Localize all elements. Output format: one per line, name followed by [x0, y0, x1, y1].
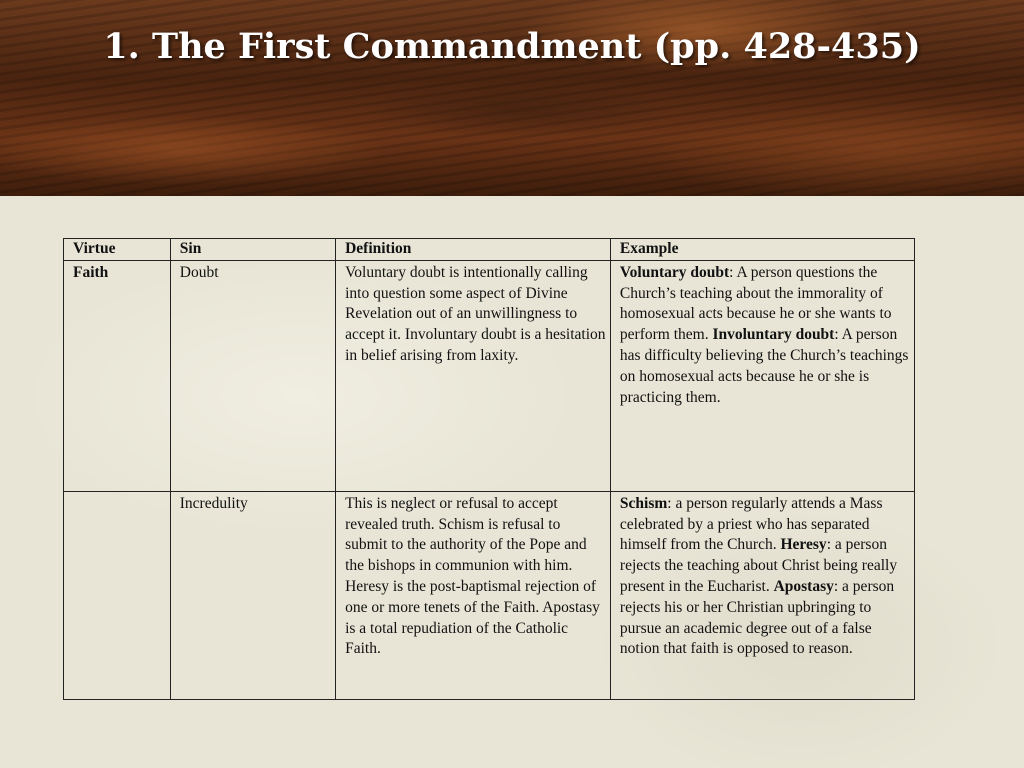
sin-label: Incredulity — [179, 494, 248, 512]
sin-cell — [170, 260, 335, 491]
header-example: Example — [610, 239, 914, 261]
header-sin: Sin — [170, 239, 335, 261]
sin-cell — [170, 491, 335, 699]
example-term: Schism — [619, 494, 668, 512]
header-virtue: Virtue — [64, 239, 171, 261]
definition-cell — [336, 491, 611, 699]
example-text: : a person rejects his or her Christian upbringing to pursue an academic degree out of a false notion that faith is opposed to reason. — [619, 577, 895, 658]
table-header-row — [64, 239, 915, 261]
header-definition: Definition — [336, 239, 611, 261]
virtue-cell — [64, 491, 171, 699]
table-row — [64, 260, 915, 491]
example-term: Apostasy — [773, 577, 834, 595]
definition-cell — [336, 260, 611, 491]
slide-title: 1. The First Commandment (pp. 428-435) — [103, 26, 921, 67]
example-term: Heresy — [780, 536, 827, 554]
header-banner — [0, 0, 1024, 196]
example-text: : A person questions the Church’s teaching about the immorality of homosexual acts because he or she wants to perform them. — [619, 263, 892, 344]
example-term: Voluntary doubt — [619, 263, 730, 281]
example-cell — [610, 491, 914, 699]
virtue-cell — [64, 260, 171, 491]
example-text: : a person regularly attends a Mass celebrated by a priest who has separated himself from the Church. — [619, 494, 883, 554]
definition-text: Voluntary doubt is intentionally calling into question some aspect of Divine Revelation out of an unwillingness to accept it. Involuntary doubt is a hesitation in belief arising from laxity. — [345, 263, 606, 364]
table-row — [64, 491, 915, 699]
example-term: Involuntary doubt — [712, 326, 835, 344]
example-text: : a person rejects the teaching about Christ being really present in the Eucharist. — [619, 536, 898, 595]
example-cell — [610, 260, 914, 491]
commandment-table — [63, 238, 915, 700]
definition-text: This is neglect or refusal to accept revealed truth. Schism is refusal to submit to the authority of the Pope and the bishops in communion with him. Heresy is the post-baptismal rejection of one or more tenets of the Faith. Apostasy is a total repudiation of the Catholic Faith. — [345, 494, 600, 658]
sin-label: Doubt — [179, 263, 219, 281]
example-text: : A person has difficulty believing the Church’s teachings on homosexual acts because he or she is practicing them. — [619, 326, 909, 406]
virtue-label: Faith — [73, 263, 109, 281]
